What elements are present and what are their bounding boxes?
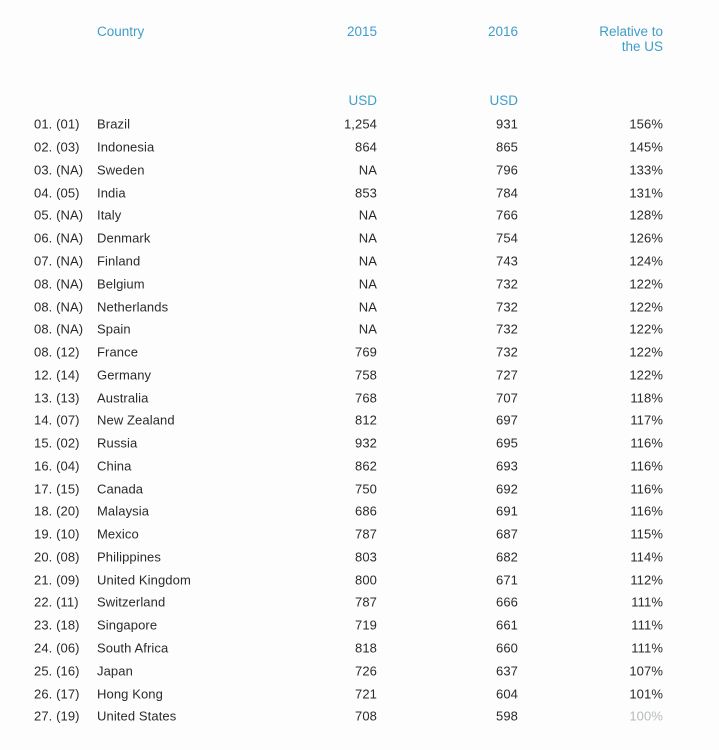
country-cell: China [97,458,132,474]
value-2015-cell: 769 [355,344,377,360]
relative-to-us-cell: 126% [629,230,663,246]
relative-to-us-cell: 111% [631,617,663,633]
relative-to-us-cell: 133% [629,162,663,178]
relative-to-us-cell: 116% [630,503,663,519]
country-cell: Russia [97,435,138,451]
rank-cell: 20. (08) [34,549,80,565]
relative-to-us-cell: 117% [630,412,663,428]
country-cell: South Africa [97,640,169,656]
relative-to-us-cell: 111% [631,640,663,656]
country-cell: United Kingdom [97,572,191,588]
country-cell: Denmark [97,230,151,246]
table-row [0,227,719,250]
rank-cell: 17. (15) [34,481,80,497]
value-2016-cell: 604 [496,686,518,702]
country-cell: Finland [97,253,141,269]
table-row [0,614,719,637]
table-body [0,113,719,728]
country-cell: Canada [97,481,144,497]
column-header-country: Country [97,24,145,39]
value-2016-cell: 637 [496,663,518,679]
country-cell: Indonesia [97,139,155,155]
table-row [0,682,719,705]
country-cell: Malaysia [97,503,150,519]
country-cell: Brazil [97,116,131,132]
value-2015-cell: NA [358,207,377,223]
value-2016-cell: 707 [496,390,518,406]
value-2016-cell: 671 [496,572,518,588]
rank-cell: 08. (12) [34,344,80,360]
value-2016-cell: 754 [496,230,518,246]
column-header-relative-to-us [573,24,663,54]
table-row [0,181,719,204]
country-cell: Australia [97,390,149,406]
rank-cell: 07. (NA) [34,253,84,269]
table-row [0,295,719,318]
column-header-2016: 2016 [487,24,518,39]
table-row [0,500,719,523]
value-2015-cell: 686 [355,503,377,519]
country-cell: India [97,185,126,201]
relative-to-us-cell: 122% [629,276,663,292]
value-2016-cell: 732 [496,299,518,314]
value-2015-cell: 750 [355,481,377,497]
country-cell: Philippines [97,549,161,565]
rank-cell: 18. (20) [34,503,80,519]
rank-cell: 03. (NA) [34,162,84,178]
relative-to-us-cell: 114% [630,549,663,565]
table-row [0,386,719,409]
rank-cell: 13. (13) [34,390,80,406]
rank-cell: 05. (NA) [34,207,84,223]
relative-to-us-cell: 122% [629,367,663,383]
table-row [0,272,719,295]
value-2016-cell: 661 [496,617,518,633]
rank-cell: 08. (NA) [34,321,84,337]
value-2016-cell: 732 [496,276,518,292]
rank-cell: 08. (NA) [34,276,84,292]
rank-cell: 22. (11) [34,594,79,610]
rank-cell: 16. (04) [34,458,80,474]
value-2015-cell: 758 [355,367,377,383]
value-2015-cell: 812 [355,412,377,428]
relative-to-us-cell: 101% [629,686,663,702]
rank-cell: 27. (19) [34,708,80,724]
value-2015-cell: 721 [355,686,377,702]
unit-label-usd-2015: USD [348,93,377,108]
value-2016-cell: 796 [496,162,518,178]
value-2016-cell: 784 [496,185,518,201]
relative-to-us-cell: 116% [630,481,663,497]
value-2015-cell: 787 [355,594,377,610]
rank-cell: 15. (02) [34,435,80,451]
country-cell: Hong Kong [97,686,163,702]
relative-to-us-cell: 156% [629,116,663,132]
value-2016-cell: 692 [496,481,518,497]
relative-to-us-cell: 116% [630,435,663,451]
value-2015-cell: 803 [355,549,377,565]
rank-cell: 06. (NA) [34,230,84,246]
rank-cell: 04. (05) [34,185,80,201]
country-cell: Italy [97,207,122,223]
relative-to-us-cell: 131% [629,185,663,201]
table-header-row [0,24,719,70]
value-2015-cell: 818 [355,640,377,656]
column-header-relative-line2: the US [621,39,663,54]
country-cell: Mexico [97,526,139,542]
table-row [0,454,719,477]
rank-cell: 14. (07) [34,412,80,428]
relative-to-us-cell: 122% [629,321,663,337]
table-row [0,477,719,500]
value-2015-cell: 726 [355,663,377,679]
country-cell: New Zealand [97,412,175,428]
value-2015-cell: 787 [355,526,377,542]
value-2016-cell: 660 [496,640,518,656]
relative-to-us-cell: 124% [629,253,663,269]
table-row [0,591,719,614]
relative-to-us-cell: 122% [629,299,663,314]
table-row [0,523,719,546]
value-2016-cell: 865 [496,139,518,155]
table-row [0,409,719,432]
value-2015-cell: NA [358,321,377,337]
rank-cell: 26. (17) [34,686,80,702]
value-2016-cell: 687 [496,526,518,542]
table-row [0,546,719,569]
value-2015-cell: 719 [355,617,377,633]
country-cell: Spain [97,321,131,337]
country-cell: France [97,344,139,360]
table-row [0,363,719,386]
unit-label-usd-2016: USD [489,93,518,108]
country-cell: Singapore [97,617,158,633]
value-2016-cell: 727 [496,367,518,383]
country-cell: Switzerland [97,594,166,610]
relative-to-us-cell: 145% [629,139,663,155]
value-2016-cell: 931 [496,116,518,132]
value-2015-cell: NA [358,230,377,246]
country-cell: Japan [97,663,133,679]
value-2015-cell: NA [358,276,377,292]
rank-cell: 24. (06) [34,640,80,656]
value-2016-cell: 732 [496,344,518,360]
value-2015-cell: 932 [355,435,377,451]
table-row [0,136,719,159]
rank-cell: 01. (01) [34,116,80,132]
value-2016-cell: 732 [496,321,518,337]
table-row [0,204,719,227]
relative-to-us-cell: 128% [629,207,663,223]
table-unit-row [0,93,719,109]
country-cell: United States [97,708,177,724]
table-row [0,159,719,182]
table-row [0,113,719,136]
table-row [0,705,719,728]
column-header-2015: 2015 [346,24,377,39]
table-row [0,568,719,591]
value-2016-cell: 682 [496,549,518,565]
table-row [0,341,719,364]
country-cell: Germany [97,367,152,383]
relative-to-us-cell: 107% [629,663,663,679]
value-2015-cell: NA [358,253,377,269]
value-2016-cell: 693 [496,458,518,474]
value-2016-cell: 697 [496,412,518,428]
value-2016-cell: 766 [496,207,518,223]
rank-cell: 08. (NA) [34,299,84,314]
value-2016-cell: 691 [496,503,518,519]
value-2015-cell: 768 [355,390,377,406]
relative-to-us-cell: 116% [630,458,663,474]
country-cell: Sweden [97,162,145,178]
relative-to-us-cell: 112% [630,572,663,588]
value-2016-cell: 666 [496,594,518,610]
relative-to-us-cell: 115% [630,526,663,542]
table-row [0,659,719,682]
country-cell: Netherlands [97,299,169,314]
table-row [0,318,719,341]
rank-cell: 25. (16) [34,663,80,679]
value-2015-cell: 862 [355,458,377,474]
table-row [0,637,719,660]
value-2015-cell: 708 [355,708,377,724]
rank-cell: 12. (14) [34,367,80,383]
rank-cell: 21. (09) [34,572,80,588]
value-2015-cell: 853 [355,185,377,201]
value-2016-cell: 598 [496,708,518,724]
rank-cell: 23. (18) [34,617,80,633]
country-cell: Belgium [97,276,145,292]
value-2015-cell: NA [358,162,377,178]
value-2015-cell: 800 [355,572,377,588]
value-2015-cell: 864 [355,139,377,155]
column-header-relative-line1: Relative to [599,24,663,39]
relative-to-us-cell: 100% [629,708,663,724]
value-2015-cell: NA [358,299,377,314]
table-row [0,432,719,455]
value-2016-cell: 695 [496,435,518,451]
table-row [0,250,719,273]
relative-to-us-cell: 118% [630,390,663,406]
rank-cell: 19. (10) [34,526,80,542]
relative-to-us-cell: 111% [631,594,663,610]
value-2016-cell: 743 [496,253,518,269]
rank-cell: 02. (03) [34,139,80,155]
relative-to-us-cell: 122% [629,344,663,360]
value-2015-cell: 1,254 [343,116,377,132]
